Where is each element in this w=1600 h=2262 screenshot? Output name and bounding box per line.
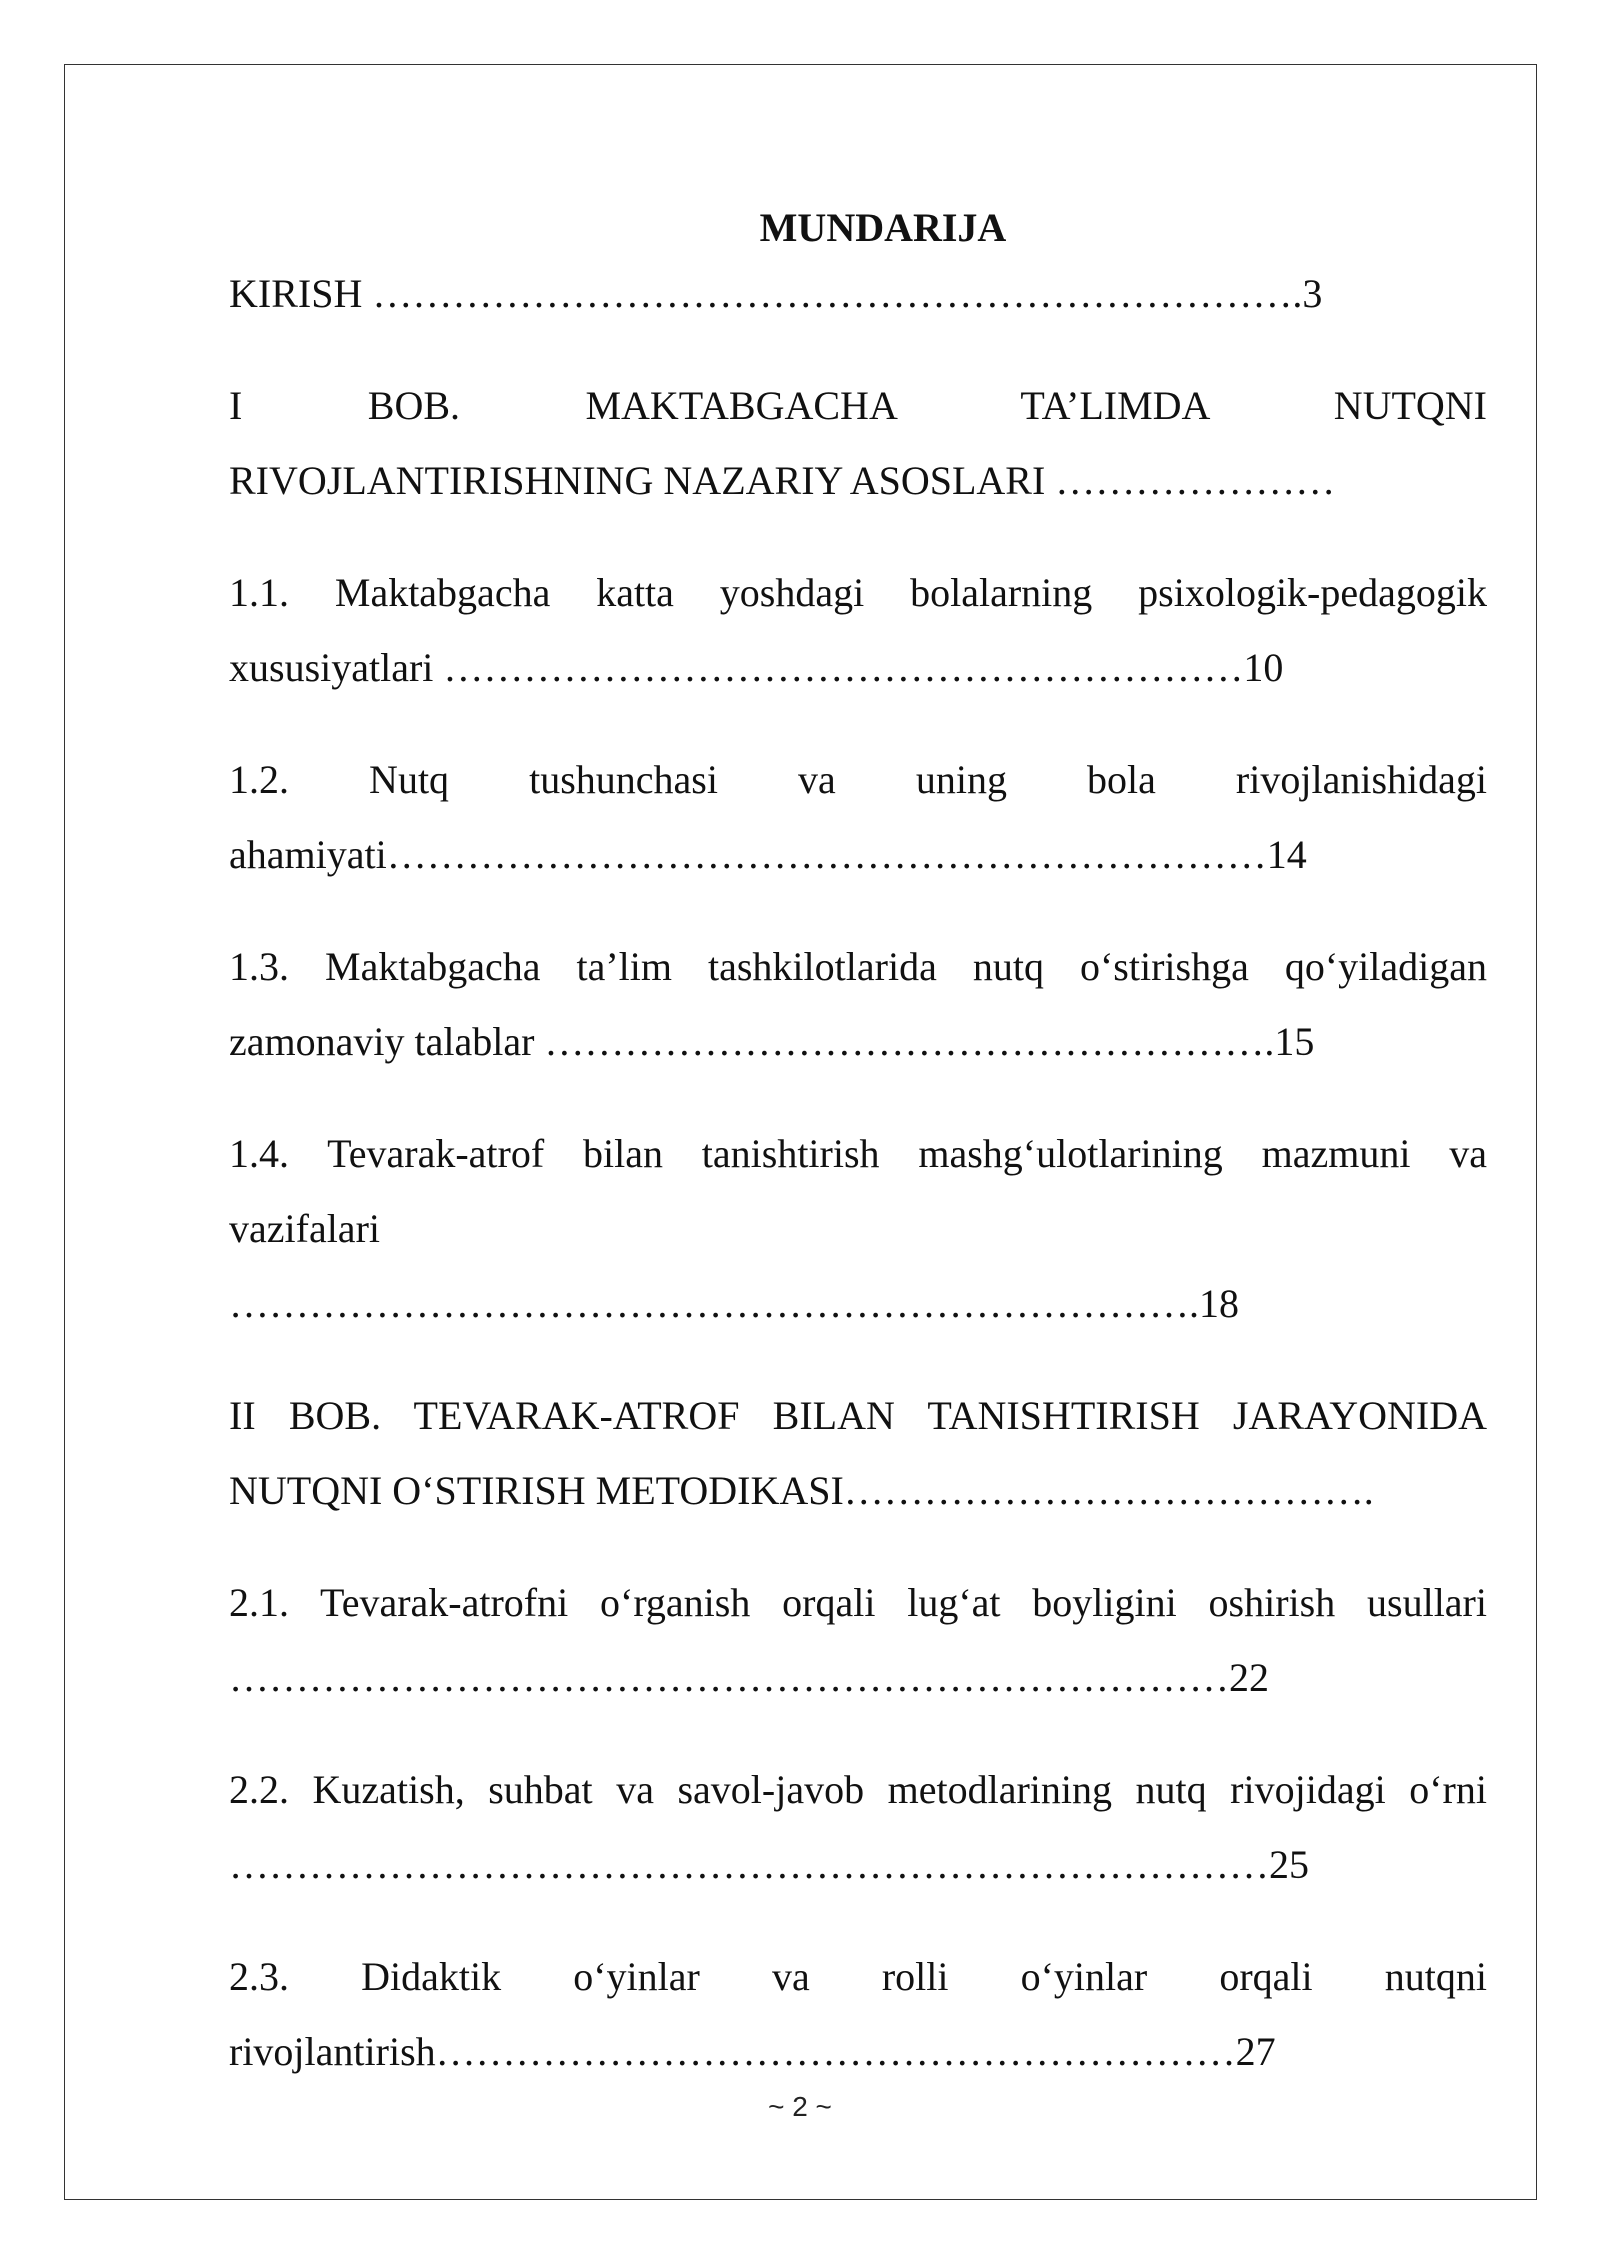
toc-line: 2.3. Didaktik o‘yinlar va rolli o‘yinlar orqali nutqni (229, 1954, 1487, 1999)
toc-line: 2.2. Kuzatish, suhbat va savol-javob metodlarining nutq rivojidagi o‘rni (229, 1767, 1487, 1812)
toc-line: 1.2. Nutq tushunchasi va uning bola rivojlanishidagi (229, 757, 1487, 802)
toc-line: I BOB. MAKTABGACHA TA’LIMDA NUTQNI (229, 383, 1487, 428)
toc-line: vazifalari (229, 1206, 380, 1251)
toc-line: II BOB. TEVARAK-ATROF BILAN TANISHTIRISH JARAYONIDA (229, 1393, 1487, 1438)
table-of-contents (229, 200, 1487, 2089)
toc-line: ……………………………………………………………………25 (229, 1842, 1309, 1887)
toc-line: KIRISH …………………………………………………………….3 (229, 271, 1323, 316)
toc-line: xususiyatlari ……………………………………………………10 (229, 645, 1284, 690)
toc-line: 1.1. Maktabgacha katta yoshdagi bolalarning psixologik-pedagogik (229, 570, 1487, 615)
toc-line: RIVOJLANTIRISHNING NAZARIY ASOSLARI ………………… (229, 458, 1336, 503)
page-number: ~ 2 ~ (768, 2091, 832, 2122)
toc-entry-bob-2 (229, 1378, 1487, 1528)
toc-line: rivojlantirish……………………………………………………27 (229, 2029, 1276, 2074)
toc-entry-section-2-2 (229, 1752, 1487, 1902)
toc-line: …………………………………………………………………22 (229, 1655, 1269, 1700)
toc-entry-kirish (229, 256, 1487, 331)
toc-line: NUTQNI O‘STIRISH METODIKASI…………………………………. (229, 1468, 1374, 1513)
toc-line: 1.3. Maktabgacha ta’lim tashkilotlarida nutq o‘stirishga qo‘yiladigan (229, 944, 1487, 989)
toc-entry-section-1-1 (229, 555, 1487, 705)
toc-line: ……………………………………………………………….18 (229, 1281, 1239, 1326)
toc-line: ahamiyati…………………………………………………………14 (229, 832, 1307, 877)
toc-line: 1.4. Tevarak-atrof bilan tanishtirish mashg‘ulotlarining mazmuni va (229, 1131, 1487, 1176)
toc-line: 2.1. Tevarak-atrofni o‘rganish orqali lug‘at boyligini oshirish usullari (229, 1580, 1487, 1625)
page-title: MUNDARIJA (759, 205, 1007, 250)
toc-entry-section-1-2 (229, 742, 1487, 892)
toc-line: zamonaviy talablar ……………………………………………….15 (229, 1019, 1315, 1064)
toc-entry-section-2-3 (229, 1939, 1487, 2089)
toc-entry-bob-1 (229, 368, 1487, 518)
toc-entry-section-1-4 (229, 1116, 1487, 1341)
toc-entry-section-1-3 (229, 929, 1487, 1079)
toc-entry-section-2-1 (229, 1565, 1487, 1715)
